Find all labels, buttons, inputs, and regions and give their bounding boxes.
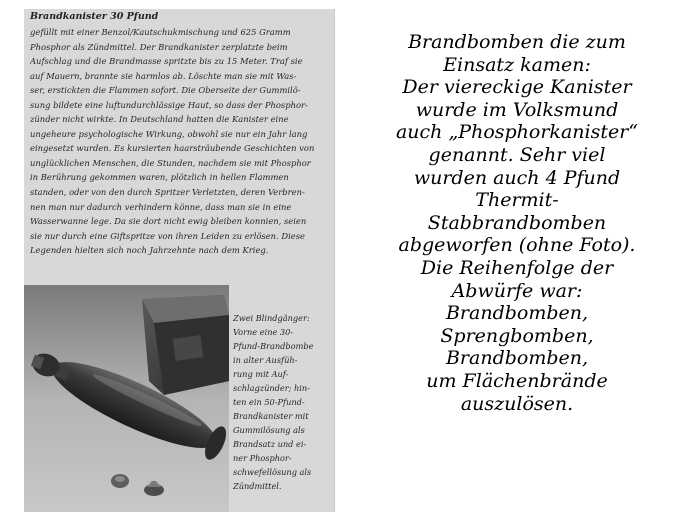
scan-heading: Brandkanister 30 Pfund — [30, 11, 159, 22]
scan-body-line: Aufschlag und die Brandmasse spritzte bis zu 15 Meter. Traf sie — [30, 56, 303, 67]
caption-line: Brandsatz und ei- — [233, 439, 307, 449]
bomb-photo-image — [24, 285, 229, 512]
scan-body-line: nen man nur dadurch verhindern könne, dass man sie in eine — [30, 201, 292, 212]
caption-line: in alter Ausfüh- — [233, 355, 298, 365]
note-line: wurden auch 4 Pfund — [413, 166, 621, 189]
note-line: Einsatz kamen: — [443, 53, 591, 76]
scanned-book-page — [24, 9, 335, 512]
handwritten-note — [352, 31, 682, 415]
note-line: Brandbomben die zum — [408, 31, 626, 53]
scan-body-line: Legenden hielten sich noch Jahrzehnte nach dem Krieg. — [30, 245, 269, 256]
note-line: Sprengbomben, — [440, 324, 594, 347]
note-line: Abwürfe war: — [451, 279, 583, 302]
caption-line: Pfund-Brandbombe — [233, 341, 314, 351]
note-line: abgeworfen (ohne Foto). — [398, 234, 636, 257]
note-line: genannt. Sehr viel — [428, 143, 606, 166]
caption-line: Vorne eine 30- — [233, 327, 294, 337]
photo-caption — [233, 311, 331, 493]
note-line: Stabbrandbomben — [427, 211, 607, 234]
caption-line: Brandkanister mit — [233, 411, 309, 421]
caption-line: schwefellösung als — [233, 467, 312, 477]
scan-body-line: standen, oder von den durch Spritzer Verletzten, deren Verbren- — [30, 187, 305, 198]
scan-body-line: ser, erstickten die Flammen sofort. Die Oberseite der Gummilö- — [30, 85, 301, 96]
scan-body-line: Wasserwanne lege. Da sie dort nicht ewig bleiben konnien, seien — [30, 216, 307, 227]
caption-line: ner Phosphor- — [233, 453, 292, 463]
scan-body-line: sung bildete eine luftundurchlässige Haut, so dass der Phosphor- — [30, 99, 308, 110]
note-line: Die Reihenfolge der — [420, 256, 614, 279]
note-line: Brandbomben, — [445, 302, 589, 325]
note-line: Der viereckige Kanister — [402, 76, 632, 99]
caption-line: ten ein 50-Pfund- — [233, 397, 305, 407]
scan-body-line: gefüllt mit einer Benzol/Kautschukmischung und 625 Gramm — [30, 27, 291, 37]
scan-body-line: eingesetzt wurden. Es kursierten haarsträubende Geschichten von — [30, 143, 315, 154]
caption-line: Zündmittel. — [233, 481, 282, 491]
caption-line: Zwei Blindgänger: — [233, 313, 310, 323]
caption-line: schlagzünder; hin- — [233, 383, 310, 393]
note-line: auszulösen. — [460, 392, 574, 415]
caption-line: rung mit Auf- — [233, 369, 289, 379]
note-line: wurde im Volksmund — [415, 98, 619, 121]
bomb-photo — [24, 285, 229, 512]
scan-body-line: sie nur durch eine Giftspritze von ihren Leiden zu erlösen. Diese — [30, 230, 305, 241]
scan-body-text — [30, 25, 328, 258]
scan-body-line: zünder nicht wirkte. In Deutschland hatten die Kanister eine — [30, 114, 289, 125]
scan-body-line: ungeheure psychologische Wirkung, obwohl sie nur ein Jahr lang — [30, 128, 308, 139]
scan-body-line: in Berührung gekommen waren, plötzlich in hellen Flammen — [30, 172, 289, 183]
note-line: um Flächenbrände — [426, 369, 608, 392]
note-line: auch „Phosphorkanister“ — [395, 121, 639, 144]
caption-line: Gummilösung als — [233, 425, 305, 435]
note-line: Thermit- — [475, 189, 559, 212]
scan-body-line: unglücklichen Menschen, die Stunden, nachdem sie mit Phosphor — [30, 157, 311, 168]
note-line: Brandbomben, — [445, 347, 589, 370]
scan-body-line: Phosphor als Zündmittel. Der Brandkanister zerplatzte beim — [30, 41, 288, 52]
scan-body-line: auf Mauern, brannte sie harmlos ab. Löschte man sie mit Was- — [30, 70, 297, 81]
